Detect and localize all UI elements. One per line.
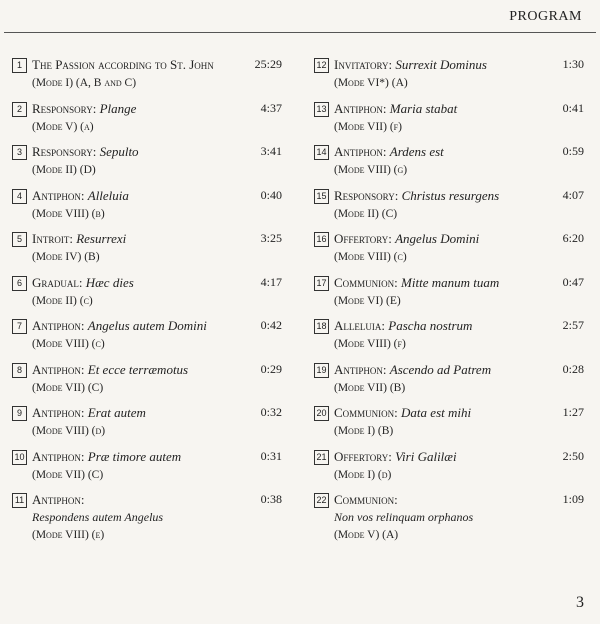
track-duration: 0:28 (562, 361, 584, 376)
track-heading (32, 143, 286, 160)
track-title: Præ timore autem (87, 448, 182, 464)
track-genre: Responsory: (32, 100, 97, 116)
track-number: 3 (12, 145, 27, 160)
track-number: 9 (12, 406, 27, 421)
track-mode: (Mode VIII) (g) (334, 164, 408, 176)
track-duration: 0:47 (562, 274, 584, 289)
track-genre: Antiphon: (334, 100, 387, 116)
track-mode: (Mode I) (d) (334, 468, 392, 481)
track-heading (334, 317, 588, 334)
track-row (310, 230, 588, 274)
track-mode: (Mode VIII) (b) (32, 207, 105, 220)
track-mode: (Mode VIII) (f) (334, 338, 406, 350)
track-row (310, 274, 588, 318)
track-genre: Antiphon: (32, 405, 85, 420)
track-row (310, 143, 588, 187)
track-title: Alleluia (87, 187, 129, 203)
track-number: 21 (314, 450, 329, 465)
header-rule (4, 32, 596, 33)
track-genre: Antiphon: (334, 144, 387, 159)
track-genre: Alleluia: (334, 318, 385, 333)
track-title: Pascha nostrum (388, 318, 473, 333)
track-title: Surrexit Dominus (395, 57, 487, 72)
track-mode: (Mode VIII) (c) (32, 338, 105, 350)
track-heading (334, 274, 588, 291)
track-genre: Antiphon: (334, 361, 387, 377)
track-mode: (Mode VIII) (d) (32, 425, 106, 437)
track-heading (334, 100, 588, 117)
track-row (310, 100, 588, 144)
track-duration: 4:07 (562, 187, 584, 202)
track-row (8, 56, 286, 100)
track-duration: 0:41 (562, 100, 584, 115)
track-row (8, 143, 286, 187)
track-duration: 6:20 (562, 231, 584, 245)
track-genre: The Passion according to St. John (32, 57, 214, 72)
track-number: 18 (314, 319, 329, 334)
track-title: Erat autem (87, 405, 146, 420)
track-duration: 0:29 (260, 361, 282, 376)
track-number: 2 (12, 102, 27, 117)
track-row (310, 56, 588, 100)
track-genre: Antiphon: (32, 448, 85, 464)
track-heading (32, 448, 286, 465)
track-number: 13 (314, 102, 329, 117)
track-mode: (Mode II) (c) (32, 294, 93, 307)
track-genre: Responsory: (32, 144, 97, 159)
track-duration: 25:29 (254, 57, 282, 71)
track-number: 15 (314, 189, 329, 204)
track-row (310, 187, 588, 231)
track-title: Ardens est (389, 144, 444, 159)
track-genre: Introit: (32, 231, 73, 246)
track-row (8, 361, 286, 405)
track-duration: 0:40 (260, 187, 282, 202)
track-heading (32, 317, 286, 334)
track-mode: (Mode VII) (C) (32, 468, 104, 481)
track-title: Sepulto (99, 144, 139, 159)
track-heading (334, 143, 588, 160)
track-row (8, 317, 286, 361)
track-genre: Communion: (334, 274, 398, 290)
track-row (310, 317, 588, 361)
track-heading (334, 448, 588, 465)
track-duration: 4:37 (260, 100, 282, 115)
track-mode: (Mode IV) (B) (32, 251, 100, 263)
track-heading (32, 361, 286, 378)
track-duration: 0:42 (260, 318, 282, 332)
track-mode: (Mode VII) (C) (32, 381, 104, 394)
track-number: 5 (12, 232, 27, 247)
track-title: Plange (99, 100, 137, 116)
track-title: Respondens autem Angelus (32, 510, 164, 524)
track-number: 10 (12, 450, 27, 465)
track-duration: 0:59 (562, 144, 584, 158)
track-row (8, 491, 286, 551)
track-duration: 1:09 (562, 492, 584, 506)
track-row (8, 187, 286, 231)
track-mode: (Mode II) (C) (334, 207, 398, 220)
track-duration: 4:17 (260, 274, 282, 289)
track-mode: (Mode V) (A) (334, 529, 399, 541)
track-title: Mitte manum tuam (401, 274, 500, 290)
track-number: 14 (314, 145, 329, 160)
track-number: 7 (12, 319, 27, 334)
track-heading (334, 361, 588, 378)
track-number: 16 (314, 232, 329, 247)
track-genre: Responsory: (334, 187, 399, 203)
track-row (8, 274, 286, 318)
track-genre: Offertory: (334, 231, 392, 246)
track-duration: 3:41 (260, 144, 282, 158)
track-row (310, 491, 588, 551)
track-mode: (Mode VII) (B) (334, 381, 406, 394)
track-mode: (Mode II) (D) (32, 164, 96, 176)
track-mode: (Mode VI*) (A) (334, 77, 408, 89)
track-number: 19 (314, 363, 329, 378)
track-number: 1 (12, 58, 27, 73)
track-title: Data est mihi (401, 405, 472, 420)
track-title: Resurrexi (76, 231, 127, 246)
track-genre: Communion: (334, 405, 398, 420)
track-duration: 1:27 (562, 405, 584, 419)
track-genre: Antiphon: (32, 187, 85, 203)
track-genre: Gradual: (32, 274, 83, 290)
track-mode: (Mode I) (A, B and C) (32, 77, 137, 89)
track-genre: Communion: (334, 492, 398, 507)
track-genre: Antiphon: (32, 361, 85, 377)
track-heading (32, 230, 286, 247)
track-title: Viri Galilæi (395, 448, 457, 464)
page-number: 3 (576, 594, 584, 611)
track-row (8, 230, 286, 274)
track-list-right (310, 56, 588, 551)
track-row (310, 404, 588, 448)
track-number: 4 (12, 189, 27, 204)
track-mode: (Mode VII) (f) (334, 120, 402, 133)
track-heading (334, 404, 588, 421)
track-heading (334, 491, 588, 508)
track-heading (32, 56, 286, 73)
track-genre: Antiphon: (32, 318, 85, 333)
track-number: 17 (314, 276, 329, 291)
track-title: Non vos relinquam orphanos (334, 510, 474, 524)
track-row (310, 448, 588, 492)
track-row (8, 404, 286, 448)
track-heading (32, 187, 286, 204)
track-duration: 2:57 (562, 318, 584, 332)
track-heading (32, 274, 286, 291)
track-genre: Offertory: (334, 448, 392, 464)
track-title: Maria stabat (389, 100, 458, 116)
track-title: Ascendo ad Patrem (389, 361, 492, 377)
track-number: 8 (12, 363, 27, 378)
track-genre: Antiphon: (32, 492, 85, 507)
track-title: Christus resurgens (401, 187, 500, 203)
track-row (8, 448, 286, 492)
track-mode: (Mode VIII) (c) (334, 251, 407, 263)
track-heading (334, 230, 588, 247)
track-mode: (Mode VI) (E) (334, 294, 401, 307)
track-genre: Invitatory: (334, 57, 393, 72)
track-list-left (8, 56, 286, 551)
track-mode: (Mode V) (a) (32, 120, 94, 133)
track-number: 12 (314, 58, 329, 73)
track-heading (32, 100, 286, 117)
track-duration: 0:32 (260, 405, 282, 419)
track-heading (334, 187, 588, 204)
track-title: Et ecce terræmotus (87, 361, 189, 377)
track-duration: 1:30 (562, 57, 584, 71)
track-heading (32, 491, 286, 508)
track-title: Angelus autem Domini (87, 318, 207, 333)
track-number: 11 (12, 493, 27, 508)
track-number: 6 (12, 276, 27, 291)
track-title: Angelus Domini (395, 231, 480, 246)
track-row (310, 361, 588, 405)
track-duration: 0:31 (260, 448, 282, 463)
page-title: PROGRAM (509, 9, 582, 24)
track-number: 20 (314, 406, 329, 421)
track-row (8, 100, 286, 144)
track-heading (334, 56, 588, 73)
track-heading (32, 404, 286, 421)
track-title: Hæc dies (85, 274, 134, 290)
track-mode: (Mode VIII) (e) (32, 529, 105, 541)
track-duration: 3:25 (260, 231, 282, 245)
track-duration: 0:38 (260, 492, 282, 506)
track-number: 22 (314, 493, 329, 508)
track-duration: 2:50 (562, 448, 584, 463)
track-mode: (Mode I) (B) (334, 425, 394, 437)
